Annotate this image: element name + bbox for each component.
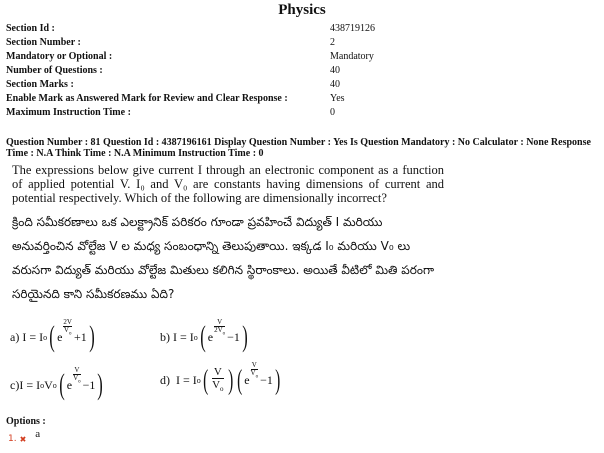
- right-paren: ): [89, 320, 95, 353]
- option-number: 1.: [8, 434, 17, 444]
- choice-label: d): [160, 373, 170, 388]
- subscript: o: [43, 332, 48, 342]
- meta-value: 438719126: [330, 23, 375, 34]
- meta-row: [6, 106, 586, 120]
- option-text: a: [35, 428, 41, 440]
- exp-denominator: V: [73, 373, 79, 382]
- left-paren: (: [200, 320, 206, 353]
- options-label: Options :: [6, 416, 46, 427]
- equation-lhs: I = I: [19, 377, 41, 392]
- choice-label: a): [10, 329, 20, 344]
- exponent-fraction: [63, 319, 72, 337]
- section-meta: [6, 22, 586, 120]
- exp-numerator: V: [217, 317, 223, 326]
- meta-value: Yes: [330, 93, 345, 104]
- question-text-english: The expressions below give current I through an electronic component as a function of applied potential V. I₀ and V₀ are constants having dimensions of current and potential respectively. Which of the following are dimensionally incorrect?: [12, 163, 444, 205]
- meta-value: 40: [330, 65, 340, 76]
- left-paren: (: [202, 364, 208, 396]
- exponent-fraction: [73, 367, 81, 385]
- meta-row: [6, 64, 586, 78]
- meta-value: 40: [330, 79, 340, 90]
- exponent-fraction: [251, 362, 259, 380]
- tail-term: −1: [227, 329, 240, 344]
- choice-a: [10, 317, 97, 353]
- left-paren: (: [59, 368, 65, 401]
- choice-b: [160, 317, 250, 353]
- meta-value: 2: [330, 37, 335, 48]
- tail-term: −1: [260, 373, 273, 388]
- subscript: o: [196, 376, 201, 386]
- choice-label: b): [160, 329, 170, 344]
- exp-base: e: [207, 329, 214, 344]
- meta-row: [6, 78, 586, 92]
- meta-label: Mandatory or Optional :: [6, 51, 113, 62]
- left-paren: (: [49, 320, 55, 353]
- cross-icon: ✖: [19, 434, 27, 444]
- exp-base: e: [244, 373, 250, 388]
- exp-numerator: 2V: [63, 317, 72, 326]
- right-paren: ): [227, 364, 233, 396]
- right-paren: ): [242, 320, 248, 353]
- exponent-fraction: [214, 319, 225, 337]
- left-paren: (: [236, 364, 243, 396]
- meta-label: Enable Mark as Answered Mark for Review and Clear Response :: [6, 93, 288, 104]
- meta-row: [6, 36, 586, 50]
- fraction: [212, 366, 223, 395]
- option-item[interactable]: [8, 428, 41, 445]
- frac-numerator: V: [213, 366, 222, 378]
- subscript: o: [78, 379, 81, 385]
- exp-base: e: [57, 329, 63, 344]
- meta-label: Number of Questions :: [6, 65, 103, 76]
- right-paren: ): [97, 368, 104, 401]
- meta-label: Maximum Instruction Time :: [6, 107, 131, 118]
- subscript: o: [52, 380, 57, 390]
- meta-row: [6, 92, 586, 106]
- choice-d: [160, 361, 282, 396]
- exp-numerator: V: [251, 361, 257, 370]
- right-paren: ): [274, 364, 281, 396]
- question-text-telugu: క్రింది సమీకరణాలు ఒక ఎలక్ట్రానిక్ పరికరం గూండా ప్రవహించే విద్యుత్ I మరియు అనువర్తించిన వోల్టేజ V ల మధ్య సంబంధాన్ని తెలుపుతాయి. ఇక్కడ I₀ మరియు V₀ లు వరుసగా విద్యుత్ మరియు వోల్టేజ మితులు కలిగిన స్థిరాంకాలు. అయితే వీటిలో మితి పరంగా సరియైనది కాని సమీకరణము ఏది?: [12, 215, 435, 301]
- meta-label: Section Id :: [6, 23, 55, 34]
- subscript: o: [40, 380, 45, 390]
- exp-base: e: [66, 377, 73, 392]
- meta-row: [6, 50, 586, 64]
- subscript: o: [193, 332, 198, 342]
- subscript: o: [220, 385, 224, 394]
- tail-term: −1: [82, 377, 96, 392]
- exp-denominator: V: [63, 325, 69, 334]
- equation-lhs: I = I: [173, 329, 194, 344]
- choice-c: [10, 365, 105, 401]
- subscript: o: [255, 374, 259, 380]
- meta-value: Mandatory: [330, 51, 374, 62]
- equation-mid: V: [44, 377, 53, 392]
- section-title: Physics: [278, 2, 326, 18]
- meta-row: [6, 22, 586, 36]
- subscript: o: [68, 331, 72, 337]
- exp-denominator: 2V: [214, 325, 223, 334]
- exp-numerator: V: [74, 365, 80, 374]
- frac-denominator: V: [212, 379, 221, 391]
- meta-label: Section Number :: [6, 37, 81, 48]
- question-header: Question Number : 81 Question Id : 4387196161 Display Question Number : Yes Is Question Mandatory : No Calculator : None Response Time : N.A Think Time : N.A Minimum Instruction Time : 0: [6, 137, 591, 159]
- meta-label: Section Marks :: [6, 79, 74, 90]
- exp-denominator: V: [250, 369, 256, 378]
- tail-term: +1: [73, 329, 87, 344]
- choice-label: c): [10, 377, 20, 392]
- equation-lhs: I = I: [176, 373, 197, 388]
- equation-lhs: I = I: [22, 329, 44, 344]
- meta-value: 0: [330, 107, 335, 118]
- subscript: o: [222, 331, 226, 337]
